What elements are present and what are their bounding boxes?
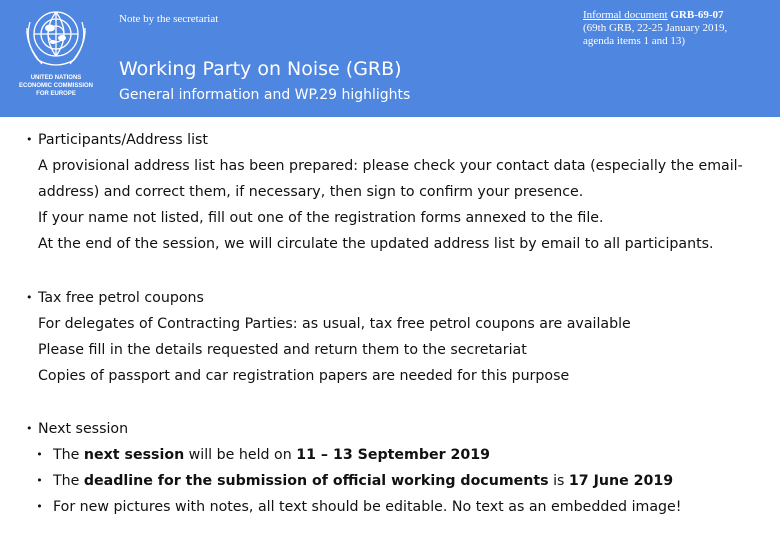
participants-text	[26, 153, 771, 257]
deadline-item: • The deadline for the submission of official working documents is 17 June 2019	[26, 468, 771, 494]
bullet-icon: •	[26, 291, 33, 304]
doc-session: (69th GRB, 22-25 January 2019,	[583, 22, 728, 34]
section-heading: Next session	[38, 421, 129, 437]
next-session-item: • The next session will be held on 11 – 13 September 2019	[26, 442, 771, 468]
header-banner	[0, 0, 780, 117]
paragraph-line: Copies of passport and car registration papers are needed for this purpose	[38, 368, 570, 384]
paragraph-line: Please fill in the details requested and return them to the secretariat	[38, 342, 527, 358]
sub-bullet-icon: •	[36, 500, 43, 513]
section-heading: Tax free petrol coupons	[38, 290, 204, 306]
section-heading: Participants/Address list	[38, 132, 208, 148]
bullet-next-session	[26, 416, 771, 442]
deadline-date: 17 June 2019	[568, 473, 674, 489]
note-by-secretariat: Note by the secretariat	[119, 13, 219, 25]
petrol-text	[26, 311, 771, 389]
bullet-petrol-coupons	[26, 285, 771, 311]
logo-line: ECONOMIC COMMISSION	[18, 83, 93, 89]
paragraph-line: address) and correct them, if necessary, then sign to confirm your presence.	[38, 184, 584, 200]
paragraph-line: If your name not listed, fill out one of the registration forms annexed to the file.	[38, 210, 604, 226]
pictures-note-item: • For new pictures with notes, all text should be editable. No text as an embedded image!	[26, 494, 771, 520]
paragraph-line: For delegates of Contracting Parties: as usual, tax free petrol coupons are available	[38, 316, 631, 332]
sub-bullet-icon: •	[36, 448, 43, 461]
paragraph-line: At the end of the session, we will circulate the updated address list by email to all participants.	[38, 236, 714, 252]
paragraph-line: A provisional address list has been prepared: please check your contact data (especially the email-	[38, 158, 743, 174]
doc-label: Informal document	[583, 9, 668, 21]
bold-text: next session	[83, 447, 185, 463]
logo-line: UNITED NATIONS	[30, 75, 82, 81]
page-title: Working Party on Noise (GRB)	[119, 58, 402, 80]
bullet-participants	[26, 127, 771, 153]
slide-content	[26, 127, 771, 520]
logo-line: FOR EUROPE	[36, 91, 76, 97]
logo-caption	[6, 74, 106, 98]
bullet-icon: •	[26, 133, 33, 146]
doc-code: GRB-69-07	[670, 9, 724, 21]
doc-agenda: agenda items 1 and 13)	[583, 35, 686, 47]
page-subtitle: General information and WP.29 highlights	[119, 87, 411, 103]
un-emblem-icon	[20, 2, 92, 72]
bullet-icon: •	[26, 422, 33, 435]
unece-logo	[6, 2, 106, 110]
bold-text: deadline for the submission of official working documents	[83, 473, 549, 489]
session-dates: 11 – 13 September 2019	[296, 447, 491, 463]
sub-bullet-icon: •	[36, 474, 43, 487]
document-reference	[583, 9, 773, 48]
